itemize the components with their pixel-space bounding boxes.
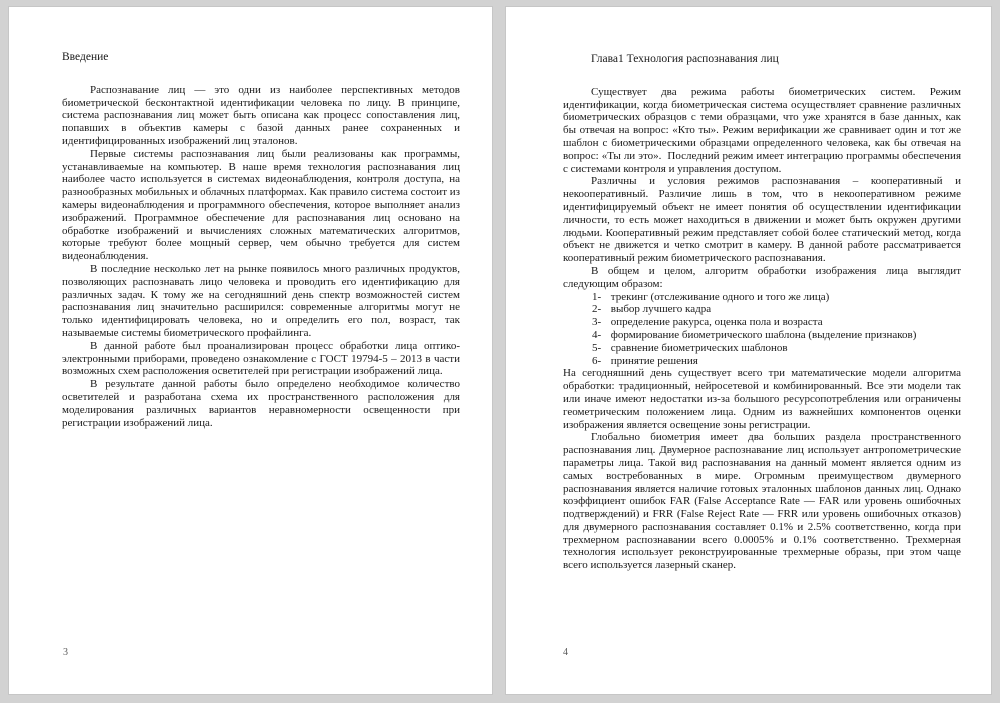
paragraph-ch1-4: На сегодняшний день существует всего три математические модели алгоритма обработки: традиционный, нейросетевой и комбинированный. Все эти модели так или иначе имеют недостатки из-за большого ресурсопотребления или ограничены геометрическим положением лица. Одним из важнейших компонентов оценки изображения является освещение зоны регистрации. — [563, 367, 961, 431]
list-item-text: формирование биометрического шаблона (выделение признаков) — [610, 328, 917, 341]
paragraph-ch1-2: Различны и условия режимов распознавания – кооперативный и некооперативный. Различие лишь в том, что в некооперативном режиме идентифицируемый объект не имеет понятия об осуществлении идентификации личности, то есть может находиться в движении и может быть окружен другими людьми. Кооперативный режим представляет собой более статический метод, когда объект не движется и четко смотрит в камеру. В данной работе рассматривается кооперативный режим биометрического распознавания. — [563, 175, 961, 265]
list-item-text: принятие решения — [610, 354, 698, 367]
page-number-3: 3 — [63, 647, 68, 658]
list-item-number: 5- — [592, 341, 602, 354]
paragraph-intro-5: В результате данной работы было определено необходимое количество осветителей и разработана схема их пространственного расположения для моделирования различных вариантов неравномерности освещенности при регистрации изображений лица. — [62, 378, 460, 429]
paragraph-ch1-5: Глобально биометрия имеет два больших раздела пространственного распознавания лиц. Двумерное распознавание лиц использует антропометрические параметры лица. Такой вид распознавания на данный момент является одним из самых востребованных в мире. Огромным преимуществом двумерного распознавания является наличие готовых эталонных шаблонов данных лиц. Однако коэффициент ошибок FAR (False Acceptance Rate — FAR или уровень ошибочных подтверждений) и FRR (False Reject Rate — FRR или уровень ошибочных отказов) для двумерного распознавания составляет 0.1% и 2.5% соответственно, когда при трехмерном распознавании всего 0.0005% и 0.1% соответственно. Трехмерная технология использует реконструированные трехмерные образы, при этом чаще всего используется лазерный сканер. — [563, 431, 961, 572]
list-item-text: трекинг (отслеживание одного и того же лица) — [610, 290, 830, 303]
list-item-text: сравнение биометрических шаблонов — [610, 341, 788, 354]
list-item-5 — [592, 342, 961, 355]
list-item-number: 4- — [592, 328, 602, 341]
page-number-4: 4 — [563, 647, 568, 658]
list-item-4 — [592, 329, 961, 342]
list-item-6 — [592, 355, 961, 368]
paragraph-ch1-3: В общем и целом, алгоритм обработки изображения лица выглядит следующим образом: — [563, 264, 961, 290]
chapter-title: Глава1 Технология распознавания лиц — [591, 53, 779, 65]
paragraph-intro-1: Распознавание лиц — это одни из наиболее перспективных методов биометрической бесконтактной идентификации человека по лицу. В принципе, система распознавания лиц может быть описана как процесс сопоставления лиц, попавших в объектив камеры с базой данных ранее сохраненных и идентифицированных изображений лиц эталонов. — [62, 83, 460, 147]
document-page-3 — [8, 6, 493, 695]
section-title-introduction: Введение — [62, 51, 109, 63]
list-item-number: 3- — [592, 316, 602, 329]
paragraph-intro-2: Первые системы распознавания лиц были реализованы как программы, устанавливаемые на компьютер. В наше время технология распознавания лиц наиболее часто используется в системах видеонаблюдения, контроля доступа, на разнообразных мобильных и облачных платформах. Как правило система состоит из камеры видеонаблюдения и программного обеспечения, которое выполняет анализ изображений. Программное обеспечение для распознавания лиц основано на обработке изображений и вычислениях сложных математических алгоритмов, которые требуют более мощный сервер, чем обычно требуется для систем видеонаблюдения. — [62, 147, 460, 263]
paragraph-intro-4: В данной работе был проанализирован процесс обработки лица оптико-электронными приборами, проведено ознакомление с ГОСТ 19794-5 – 2013 в части возможных схем расположения осветителей при регистрации изображений лица. — [62, 339, 460, 378]
document-page-4 — [505, 6, 992, 695]
list-item-text: выбор лучшего кадра — [610, 303, 712, 316]
algorithm-steps-list — [563, 291, 961, 368]
list-item-2 — [592, 303, 961, 316]
list-item-number: 2- — [592, 303, 602, 316]
list-item-3 — [592, 316, 961, 329]
list-item-number: 1- — [592, 290, 602, 303]
list-item-1 — [592, 291, 961, 304]
list-item-number: 6- — [592, 354, 602, 367]
paragraph-intro-3: В последние несколько лет на рынке появилось много различных продуктов, позволяющих распознавать лицо человека и проводить его идентификацию для различных задач. К тому же на сегодняшний день спектр возможностей систем распознавания лиц значительно расширился: современные алгоритмы могут не только идентифицировать человека, но и определить его пол, возраст, так называемые системы биометрического профайлинга. — [62, 262, 460, 339]
paragraph-ch1-1: Существует два режима работы биометрических систем. Режим идентификации, когда биометрическая система осуществляет сравнение различных биометрических образцов с теми образцами, что уже хранятся в базе данных, как бы отвечая на вопрос: «Кто ты». Режим верификации же сравнивает один и тот же шаблон с биометрическими образцами определенного человека, как бы отвечая на вопрос: «Ты ли это». Последний режим имеет интеграцию программы обеспечения с системами контроля и управления доступом. — [563, 85, 961, 175]
list-item-text: определение ракурса, оценка пола и возраста — [610, 316, 823, 329]
